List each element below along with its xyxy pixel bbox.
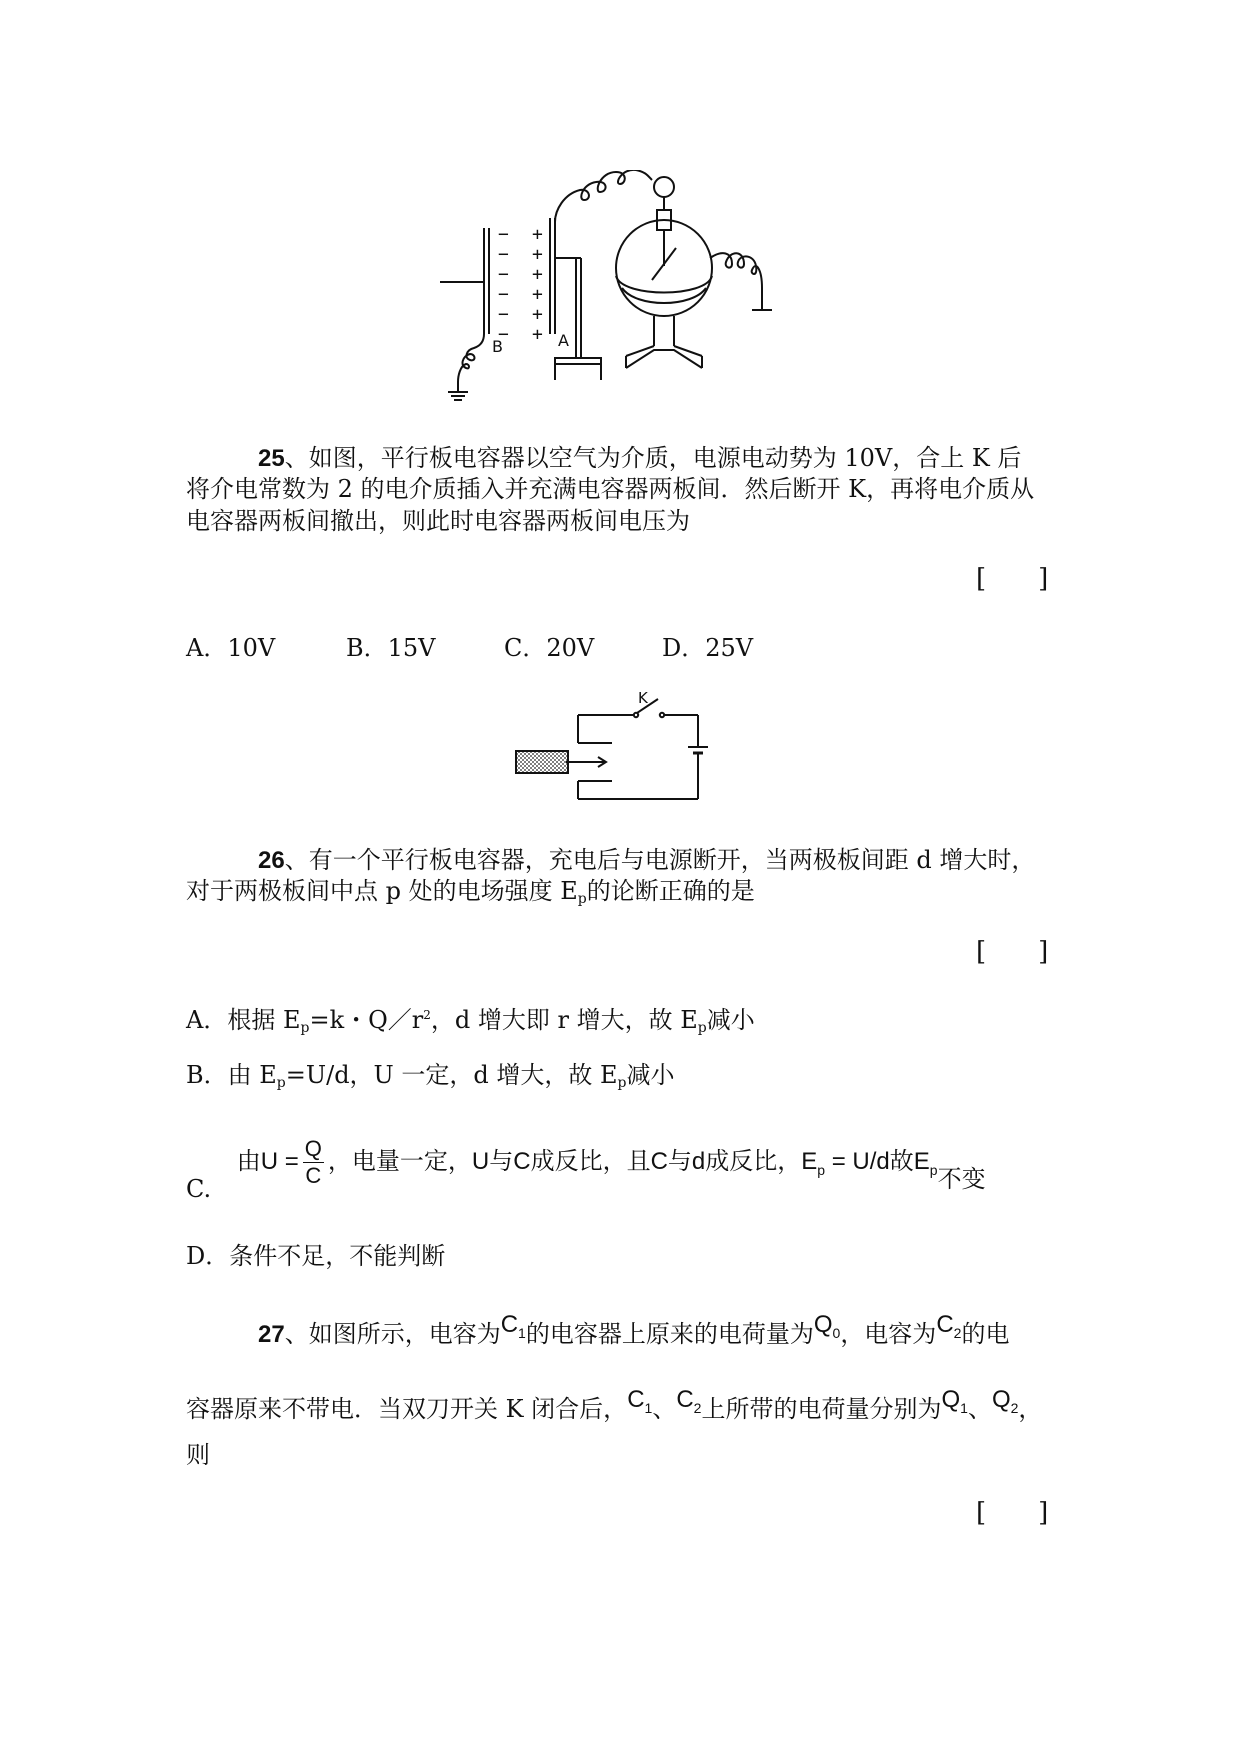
symbol-q: Q <box>813 1311 833 1338</box>
q26-text1: 、有一个平行板电容器，充电后与电源断开，当两极板间距 d 增大时， <box>284 846 1036 874</box>
plus-sign: + <box>532 244 543 265</box>
symbol-c1 <box>500 1311 526 1341</box>
symbol-q1 <box>941 1386 968 1416</box>
opt-c-label: C. <box>186 1174 212 1203</box>
superscript-2: 2 <box>423 1008 431 1022</box>
q25-option-c: C．20V <box>504 634 595 662</box>
switch-k-label: K <box>638 689 648 707</box>
fraction-numerator: Q <box>304 1136 322 1161</box>
plate-a-label: A <box>558 331 569 350</box>
subscript-2: 2 <box>693 1400 702 1416</box>
q26-line1 <box>258 843 1035 878</box>
q27-text1: 、如图所示，电容为 <box>284 1320 501 1348</box>
q26-option-d: D．条件不足，不能判断 <box>186 1242 446 1270</box>
q25-option-b: B．15V <box>346 634 436 662</box>
opt-b-text3: 减小 <box>626 1061 675 1089</box>
symbol-c: C <box>676 1386 694 1413</box>
q27-number: 27 <box>258 1321 285 1348</box>
subscript-p: p <box>817 1161 826 1178</box>
q27-text4: 的电 <box>961 1320 1010 1348</box>
subscript-p: p <box>697 1020 707 1036</box>
q26-line2-text: 对于两极板间中点 p 处的电场强度 E <box>186 877 578 905</box>
q25-option-d: D．25V <box>662 634 754 662</box>
opt-a-text4: 减小 <box>706 1006 755 1034</box>
minus-sign: − <box>498 244 509 265</box>
subscript-p: p <box>276 1075 286 1091</box>
subscript-1: 1 <box>644 1400 653 1416</box>
q27-line2 <box>186 1386 1043 1435</box>
subscript-2: 2 <box>953 1325 962 1341</box>
q27-line2-text1: 容器原来不带电．当双刀开关 K 闭合后， <box>186 1395 628 1423</box>
subscript-0: 0 <box>832 1325 841 1341</box>
subscript-p: p <box>929 1161 938 1178</box>
q25-answer-bracket: [ ] <box>976 564 1049 594</box>
q27-line3: 则 <box>186 1441 210 1469</box>
opt-c-post: 不变 <box>937 1164 986 1193</box>
fraction-q-over-c <box>303 1136 324 1189</box>
q25-line3: 电容器两板间撤出，则此时电容器两板间电压为 <box>186 507 690 535</box>
q26-answer-bracket: [ ] <box>976 937 1049 967</box>
q25-text1: 、如图，平行板电容器以空气为介质，电源电动势为 10V，合上 K 后 <box>284 444 1022 472</box>
q26-option-c <box>186 1136 986 1203</box>
symbol-c: C <box>627 1386 645 1413</box>
q27-line2-text2: 上所带的电荷量分别为 <box>701 1395 942 1423</box>
q25-line1 <box>258 441 1021 476</box>
symbol-q: Q <box>941 1386 961 1413</box>
symbol-q0 <box>813 1311 841 1341</box>
symbol-c: C <box>936 1311 954 1338</box>
plus-sign: + <box>532 264 543 285</box>
opt-a-text1: A．根据 E <box>186 1006 301 1034</box>
opt-c-pre: 由U = <box>236 1147 299 1175</box>
q25-option-a: A．10V <box>186 634 276 662</box>
q27-line2-end: ， <box>1018 1395 1043 1423</box>
opt-b-text2: =U/d，U 一定，d 增大，故 E <box>285 1061 618 1089</box>
q27-line1 <box>258 1311 1010 1360</box>
plate-b-label: B <box>492 337 503 356</box>
subscript-1: 1 <box>518 1325 526 1341</box>
plus-sign: + <box>532 224 543 245</box>
minus-sign: − <box>498 304 509 325</box>
subscript-1: 1 <box>960 1400 968 1416</box>
minus-sign: − <box>498 324 509 345</box>
minus-sign: − <box>498 284 509 305</box>
symbol-c: C <box>500 1311 519 1338</box>
q27-line2-sep2: 、 <box>967 1395 992 1423</box>
q27-text2: 的电容器上原来的电荷量为 <box>525 1320 814 1348</box>
opt-c-formula <box>236 1136 938 1188</box>
symbol-c1 <box>627 1386 653 1416</box>
subscript-p: p <box>577 891 587 907</box>
dielectric-circuit-figure <box>512 685 712 805</box>
symbol-c2 <box>936 1311 962 1341</box>
plus-sign: + <box>532 284 543 305</box>
q27-answer-bracket: [ ] <box>976 1498 1049 1528</box>
opt-c-mid: ，电量一定，U与C成反比，且C与d成反比，E <box>327 1147 818 1175</box>
capacitor-electroscope-figure <box>440 170 800 410</box>
opt-b-text1: B．由 E <box>186 1061 277 1089</box>
opt-a-text2: =k・Q／r <box>309 1006 424 1034</box>
q26-option-b <box>186 1058 675 1100</box>
symbol-c2 <box>676 1386 702 1416</box>
minus-sign: − <box>498 264 509 285</box>
opt-c-mid2: = U/d故E <box>825 1147 930 1175</box>
q25-number: 25 <box>258 445 285 472</box>
q27-text3: ，电容为 <box>840 1320 937 1348</box>
q26-option-a <box>186 998 755 1045</box>
q26-line2-text2: 的论断正确的是 <box>586 877 755 905</box>
symbol-q2 <box>991 1386 1019 1416</box>
symbol-q: Q <box>991 1386 1011 1413</box>
q26-number: 26 <box>258 847 285 874</box>
q25-line2: 将介电常数为 2 的电介质插入并充满电容器两板间．然后断开 K，再将电介质从 <box>186 475 1035 503</box>
plus-sign: + <box>532 304 543 325</box>
q27-line2-sep: 、 <box>652 1395 677 1423</box>
subscript-p: p <box>617 1075 627 1091</box>
q26-line2 <box>186 874 755 916</box>
minus-sign: − <box>498 224 509 245</box>
subscript-2: 2 <box>1010 1400 1019 1416</box>
opt-a-text3: ，d 增大即 r 增大，故 E <box>430 1006 698 1034</box>
plus-sign: + <box>532 324 543 345</box>
fraction-denominator: C <box>305 1163 322 1188</box>
subscript-p: p <box>300 1020 310 1036</box>
